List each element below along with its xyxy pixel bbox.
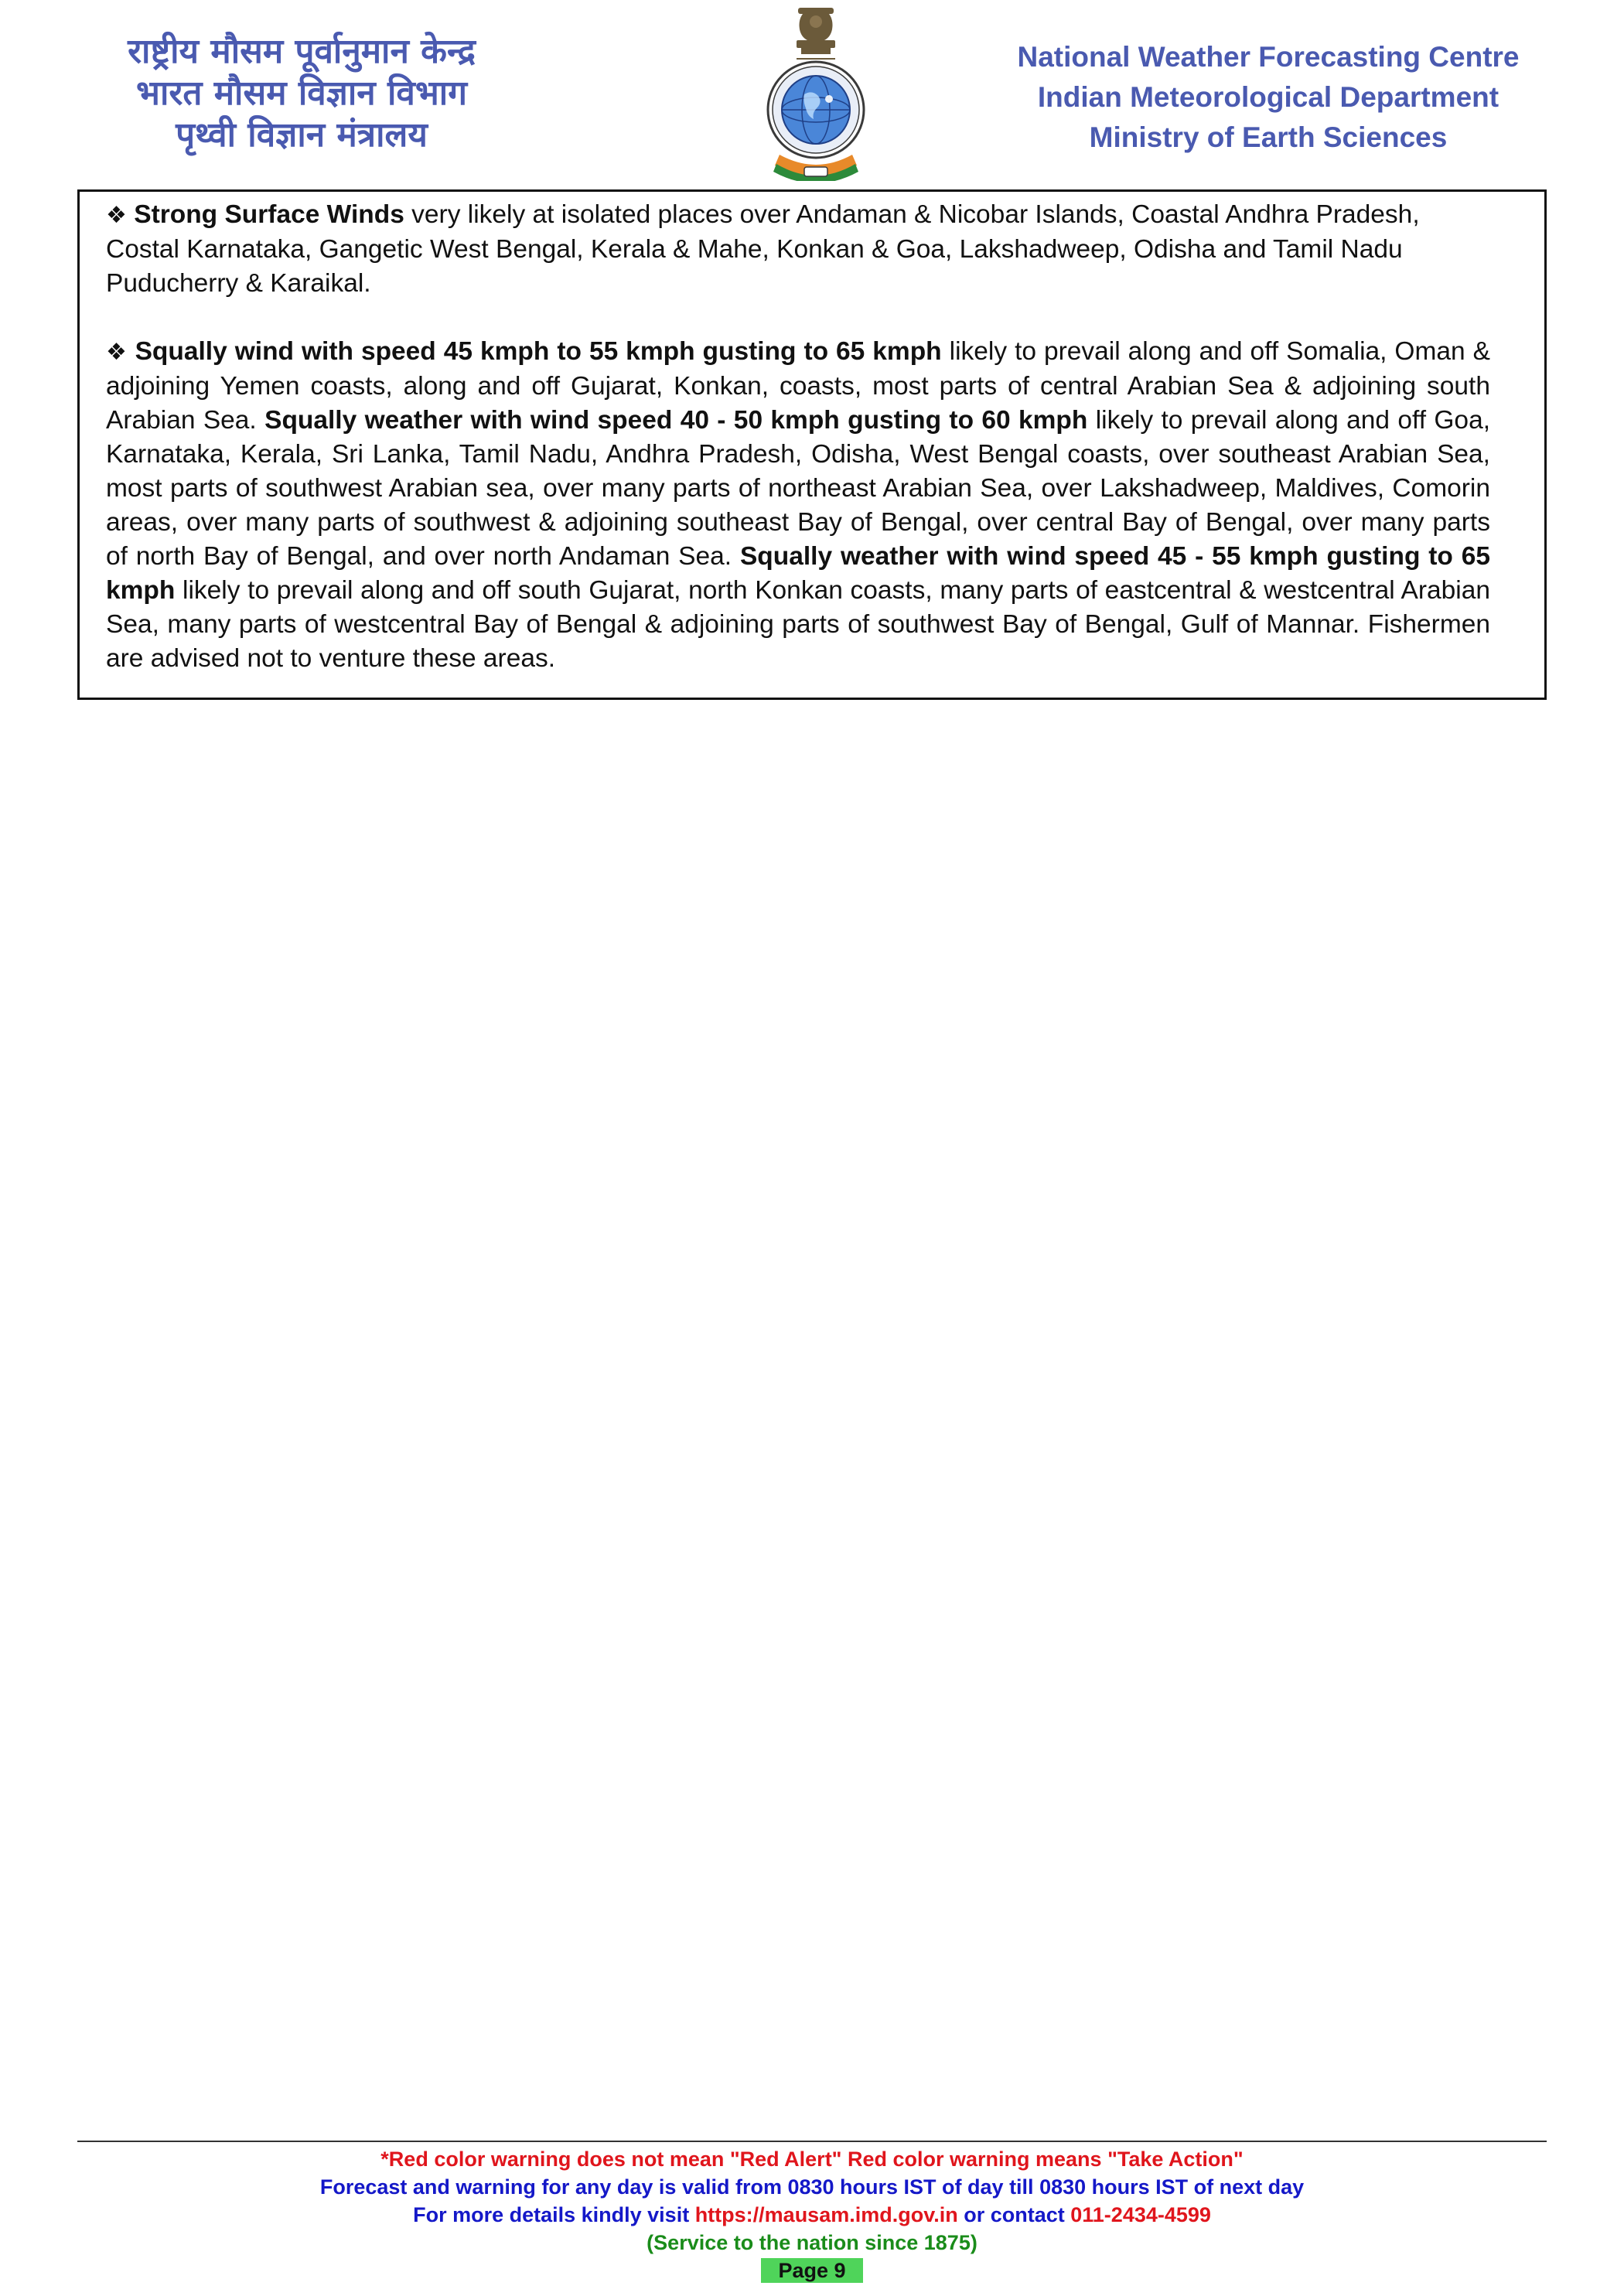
details-prefix: For more details kindly visit xyxy=(413,2203,695,2226)
strong-surface-winds-text: very likely at isolated places over Andaman & Nicobar Islands, Coastal Andhra Pradesh, Costal Karnataka, Gangetic West Bengal, Kerala & Mahe, Konkan & Goa, Lakshadweep, Odisha and Tamil Nadu Puducherry & Karaikal. xyxy=(106,200,1420,298)
footer-divider xyxy=(77,2141,1547,2142)
warning-content-box xyxy=(77,189,1547,700)
imd-emblem-icon xyxy=(758,3,874,181)
hindi-line-1: राष्ट्रीय मौसम पूर्वानुमान केन्द्र xyxy=(128,32,476,71)
hindi-org-name xyxy=(101,31,503,156)
hindi-line-2: भारत मौसम विज्ञान विभाग xyxy=(136,73,467,113)
strong-surface-winds-paragraph xyxy=(106,198,1490,301)
english-line-2: Indian Meteorological Department xyxy=(1037,81,1499,113)
page-header xyxy=(0,0,1624,178)
diamond-bullet-icon: ❖ xyxy=(106,202,127,229)
page-footer xyxy=(77,2145,1547,2284)
squally-wind-paragraph xyxy=(106,335,1490,676)
squally-wind-heading-1: Squally wind with speed 45 kmph to 55 kmph gusting to 65 kmph xyxy=(135,337,942,366)
english-org-name xyxy=(974,37,1562,158)
red-warning-note: *Red color warning does not mean "Red Alert" Red color warning means "Take Action" xyxy=(380,2148,1244,2171)
squally-wind-heading-2: Squally weather with wind speed 40 - 50 kmph gusting to 60 kmph xyxy=(264,406,1088,435)
squally-wind-heading-3: Squally weather with wind speed 45 - 55 kmph gusting to 65 kmph xyxy=(106,542,1490,605)
page-number-badge: Page 9 xyxy=(761,2258,862,2283)
english-line-1: National Weather Forecasting Centre xyxy=(1017,41,1520,73)
diamond-bullet-icon: ❖ xyxy=(106,339,128,366)
contact-phone: 011-2434-4599 xyxy=(1070,2203,1211,2226)
squally-wind-text-2: likely to prevail along and off Goa, Karnataka, Kerala, Sri Lanka, Tamil Nadu, Andhra Pradesh, Odisha, West Bengal coasts, over southeast Arabian Sea, most parts of southwest Arabian sea, over many parts of northeast Arabian Sea, over Lakshadweep, Maldives, Comorin areas, over many parts of southwest & adjoining southeast Bay of Bengal, over central Bay of Bengal, over many parts of north Bay of Bengal, and over north Andaman Sea. xyxy=(106,406,1491,571)
strong-surface-winds-heading: Strong Surface Winds xyxy=(134,200,404,229)
hindi-line-3: पृथ्वी विज्ञान मंत्रालय xyxy=(176,115,428,155)
contact-details xyxy=(77,2201,1547,2229)
english-line-3: Ministry of Earth Sciences xyxy=(1089,121,1448,153)
validity-note: Forecast and warning for any day is valid from 0830 hours IST of day till 0830 hours IST of next day xyxy=(319,2175,1305,2199)
squally-wind-text-1: likely to prevail along and off Somalia, Oman & adjoining Yemen coasts, along and off Gujarat, Konkan, coasts, most parts of central Arabian Sea & adjoining south Arabian Sea. xyxy=(106,337,1490,435)
service-note: (Service to the nation since 1875) xyxy=(647,2231,977,2254)
details-mid: or contact xyxy=(957,2203,1071,2226)
website-link[interactable]: https://mausam.imd.gov.in xyxy=(694,2203,958,2226)
squally-wind-text-3: likely to prevail along and off south Gujarat, north Konkan coasts, many parts of eastcentral & westcentral Arabian Sea, many parts of westcentral Bay of Bengal & adjoining parts of southwest Bay of Bengal, Gulf of Mannar. Fishermen are advised not to venture these areas. xyxy=(106,576,1490,673)
